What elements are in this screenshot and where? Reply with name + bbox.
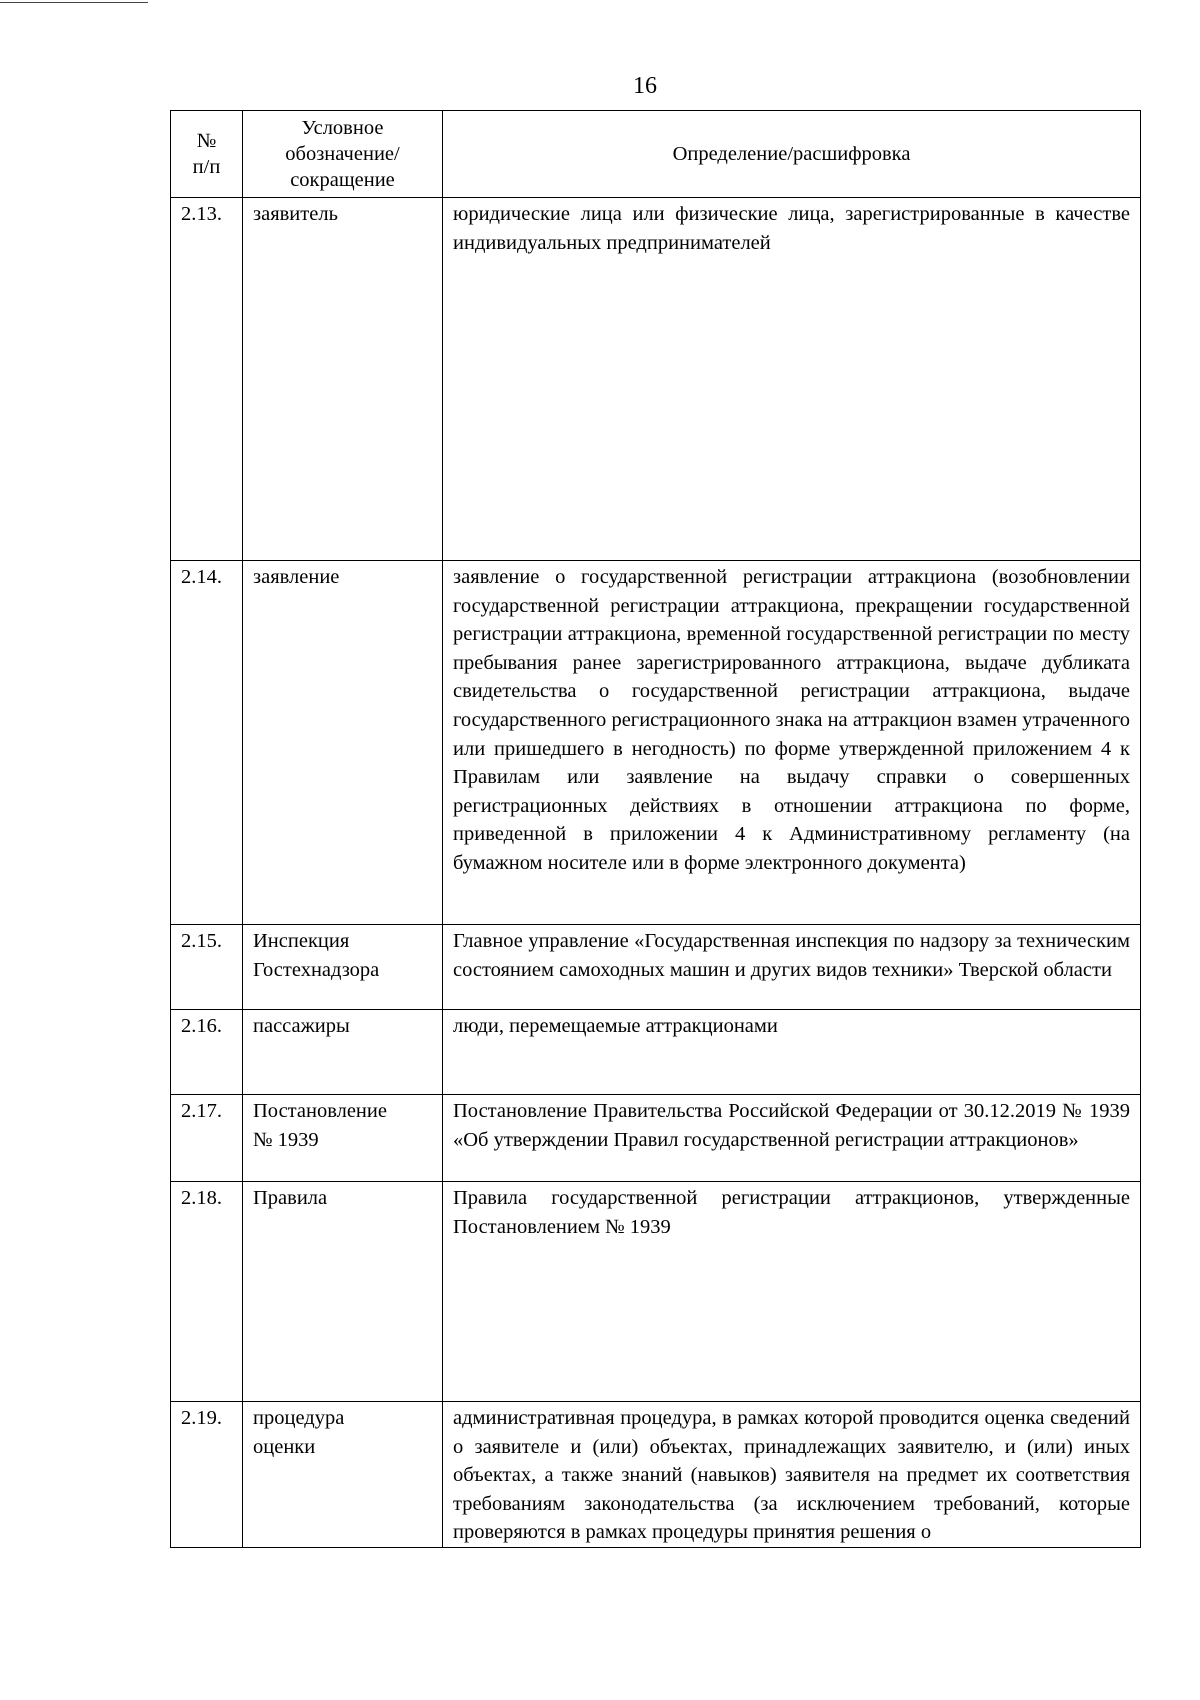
row-term-line: Инспекция <box>253 930 350 952</box>
row-number: 2.17. <box>171 1095 243 1182</box>
row-definition: Главное управление «Государственная инспекция по надзору за техническим состоянием самоходных машин и других видов техники» Тверской области <box>443 925 1141 1010</box>
table-row <box>171 925 1141 1010</box>
row-number: 2.19. <box>171 1402 243 1548</box>
header-term <box>243 111 443 198</box>
header-num <box>171 111 243 198</box>
row-term <box>243 1402 443 1548</box>
page-number: 16 <box>633 73 657 99</box>
row-term: Правила <box>243 1182 443 1402</box>
header-num-line: п/п <box>192 156 221 178</box>
row-number: 2.13. <box>171 198 243 561</box>
row-term-line: Гостехнадзора <box>253 958 380 981</box>
row-number: 2.15. <box>171 925 243 1010</box>
row-term: пассажиры <box>243 1010 443 1095</box>
scan-edge-line <box>0 2 148 3</box>
row-definition: люди, перемещаемые аттракционами <box>443 1010 1141 1095</box>
header-term-line: обозначение/ <box>285 143 400 165</box>
definitions-table <box>170 110 1141 1548</box>
row-definition: Постановление Правительства Российской Федерации от 30.12.2019 № 1939 «Об утверждении Правил государственной регистрации аттракционов» <box>443 1095 1141 1182</box>
row-definition: заявление о государственной регистрации аттракциона (возобновлении государственной регистрации аттракциона, прекращении государственной регистрации аттракциона, временной государственной регистрации по месту пребывания ранее зарегистрированного аттракциона, выдаче дубликата свидетельства о государственной регистрации аттракциона, выдаче государственного регистрационного знака на аттракцион взамен утраченного или пришедшего в негодность) по форме утвержденной приложением 4 к Правилам или заявление на выдачу справки о совершенных регистрационных действиях в отношении аттракциона по форме, приведенной в приложении 4 к Административному регламенту (на бумажном носителе или в форме электронного документа) <box>443 561 1141 925</box>
table-row <box>171 198 1141 561</box>
table-header-row <box>171 111 1141 198</box>
row-term: заявитель <box>243 198 443 561</box>
row-term-line: процедура <box>253 1407 345 1429</box>
row-term-line: Постановление <box>253 1100 387 1122</box>
table-row <box>171 1182 1141 1402</box>
header-term-line: Условное <box>301 117 384 139</box>
table-row <box>171 1402 1141 1548</box>
row-term <box>243 925 443 1010</box>
header-definition: Определение/расшифровка <box>443 111 1141 198</box>
row-definition: административная процедура, в рамках которой проводится оценка сведений о заявителе и (или) объектах, принадлежащих заявителю, и (или) иных объектах, а также знаний (навыков) заявителя на предмет их соответствия требованиям законодательства (за исключением требований, которые проверяются в рамках процедуры принятия решения о <box>443 1402 1141 1548</box>
header-term-line: сокращение <box>290 169 395 191</box>
row-number: 2.14. <box>171 561 243 925</box>
row-term: заявление <box>243 561 443 925</box>
row-number: 2.16. <box>171 1010 243 1095</box>
header-num-line: № <box>196 130 217 152</box>
row-term-line: оценки <box>253 1435 316 1458</box>
row-definition: юридические лица или физические лица, зарегистрированные в качестве индивидуальных предпринимателей <box>443 198 1141 561</box>
table-row <box>171 1095 1141 1182</box>
table-row <box>171 561 1141 925</box>
row-definition: Правила государственной регистрации аттракционов, утвержденные Постановлением № 1939 <box>443 1182 1141 1402</box>
table-row <box>171 1010 1141 1095</box>
row-term-line: № 1939 <box>253 1128 319 1151</box>
row-term <box>243 1095 443 1182</box>
row-number: 2.18. <box>171 1182 243 1402</box>
